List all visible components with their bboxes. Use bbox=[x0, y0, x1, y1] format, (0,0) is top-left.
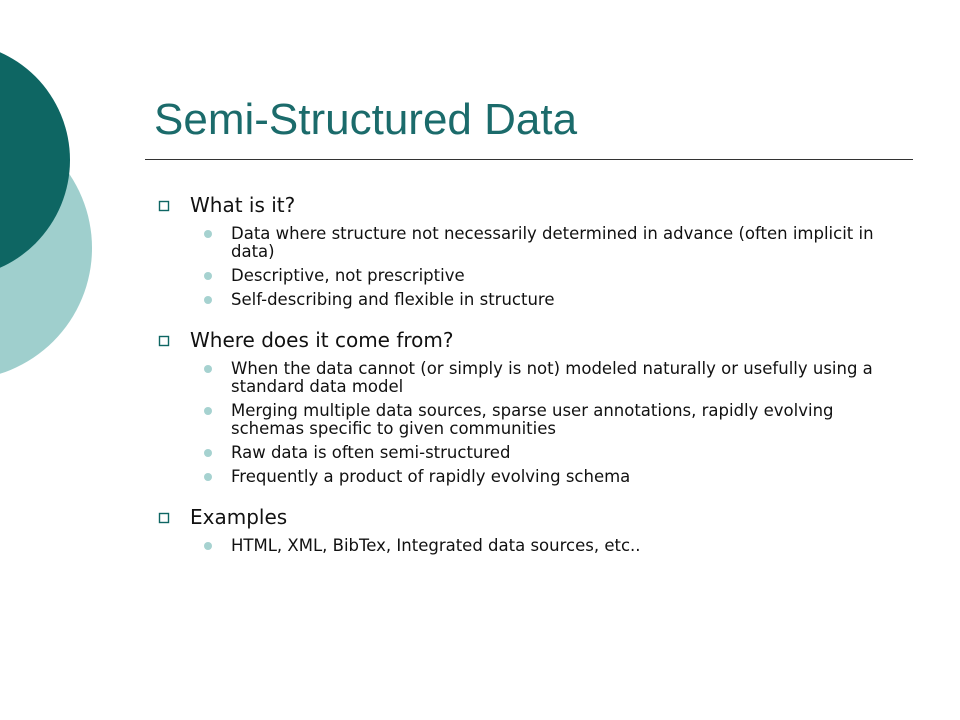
section-heading bbox=[156, 192, 896, 218]
section-where-from bbox=[156, 327, 896, 486]
round-bullet-icon bbox=[204, 407, 212, 415]
list-item bbox=[156, 360, 896, 396]
decorative-circles bbox=[0, 0, 100, 400]
hollow-square-bullet-icon bbox=[158, 200, 170, 212]
section-examples bbox=[156, 504, 896, 555]
section-heading bbox=[156, 327, 896, 353]
list-item-text: Descriptive, not prescriptive bbox=[231, 266, 465, 285]
section-what-is-it bbox=[156, 192, 896, 309]
sub-bullet-list bbox=[156, 360, 896, 486]
sub-bullet-list bbox=[156, 225, 896, 309]
round-bullet-icon bbox=[204, 296, 212, 304]
list-item bbox=[156, 267, 896, 285]
section-heading bbox=[156, 504, 896, 530]
list-item-text: Merging multiple data sources, sparse user annotations, rapidly evolving schemas specific to given communities bbox=[231, 401, 834, 438]
list-item-text: When the data cannot (or simply is not) modeled naturally or usefully using a standard data model bbox=[231, 359, 873, 396]
title-divider bbox=[145, 159, 913, 160]
round-bullet-icon bbox=[204, 473, 212, 481]
list-item bbox=[156, 468, 896, 486]
section-heading-text: Examples bbox=[190, 505, 288, 529]
list-item-text: HTML, XML, BibTex, Integrated data sources, etc.. bbox=[231, 536, 641, 555]
list-item-text: Raw data is often semi-structured bbox=[231, 443, 511, 462]
round-bullet-icon bbox=[204, 449, 212, 457]
sub-bullet-list bbox=[156, 537, 896, 555]
list-item bbox=[156, 402, 896, 438]
list-item-text: Data where structure not necessarily determined in advance (often implicit in data) bbox=[231, 224, 874, 261]
round-bullet-icon bbox=[204, 542, 212, 550]
list-item bbox=[156, 444, 896, 462]
list-item bbox=[156, 225, 896, 261]
round-bullet-icon bbox=[204, 272, 212, 280]
section-heading-text: What is it? bbox=[190, 193, 296, 217]
hollow-square-bullet-icon bbox=[158, 335, 170, 347]
section-heading-text: Where does it come from? bbox=[190, 328, 454, 352]
list-item bbox=[156, 291, 896, 309]
round-bullet-icon bbox=[204, 365, 212, 373]
round-bullet-icon bbox=[204, 230, 212, 238]
list-item-text: Frequently a product of rapidly evolving schema bbox=[231, 467, 631, 486]
list-item bbox=[156, 537, 896, 555]
hollow-square-bullet-icon bbox=[158, 512, 170, 524]
slide-title: Semi-Structured Data bbox=[154, 95, 578, 144]
list-item-text: Self-describing and flexible in structure bbox=[231, 290, 555, 309]
bullet-content bbox=[156, 192, 896, 573]
